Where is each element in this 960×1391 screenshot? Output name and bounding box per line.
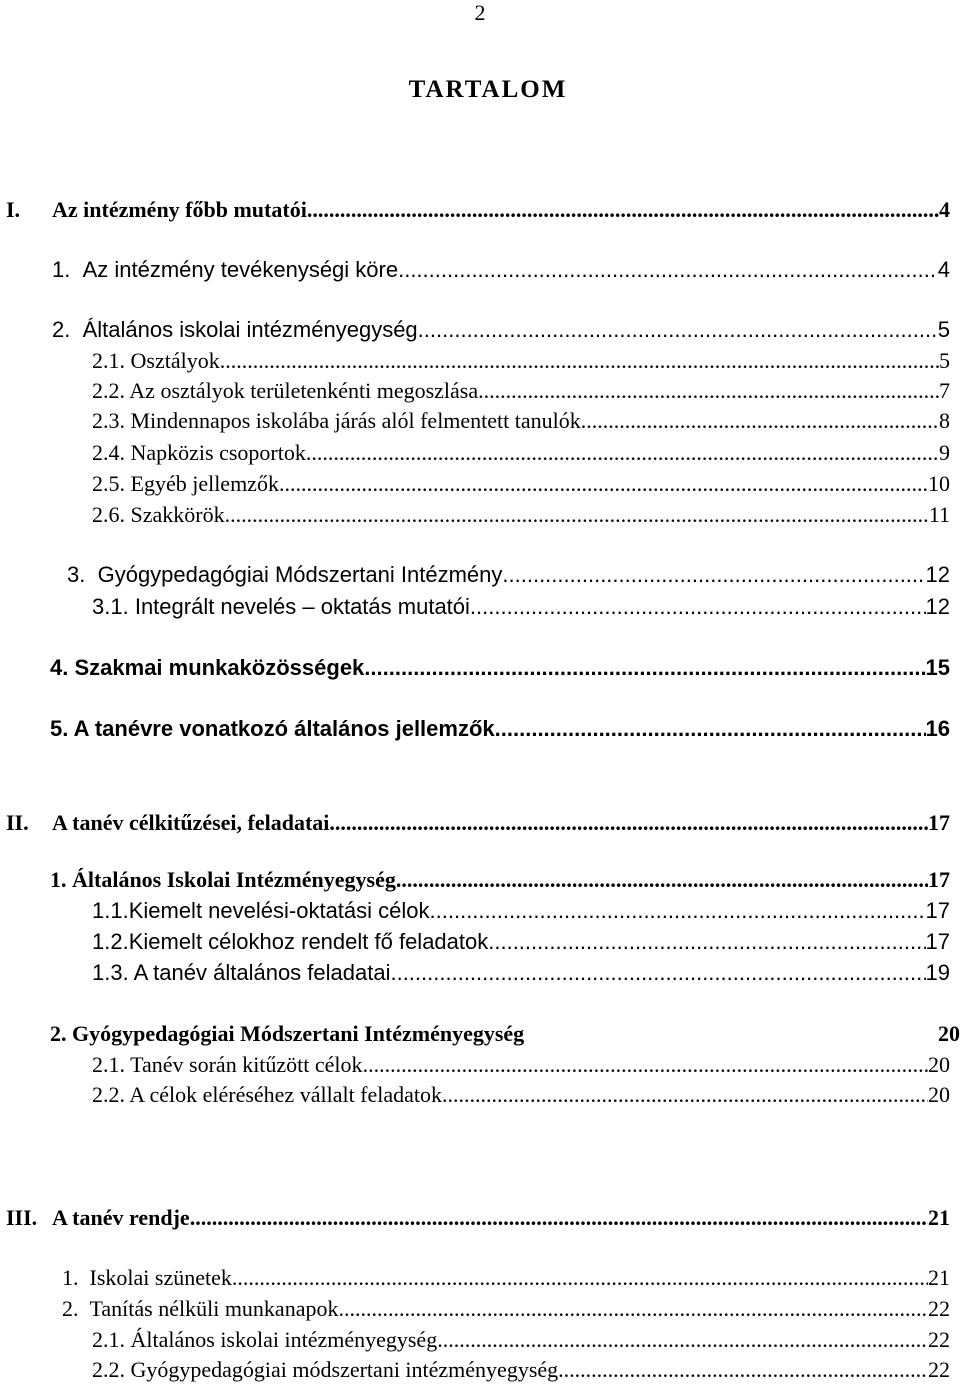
toc-text: Tanítás nélküli munkanapok	[89, 1296, 339, 1321]
toc-text: A tanév rendje	[52, 1205, 190, 1230]
toc-leader	[190, 1205, 928, 1231]
toc-entry[interactable]	[92, 960, 950, 994]
toc-page: 17	[928, 867, 950, 892]
toc-entry[interactable]	[50, 1021, 960, 1055]
toc-number: 3.	[67, 562, 86, 587]
toc-leader	[470, 594, 926, 620]
toc-number: 2.6.	[92, 502, 125, 527]
toc-page: 20	[938, 1021, 960, 1046]
toc-number: 2.2.	[92, 1357, 125, 1382]
toc-entry[interactable]	[6, 1205, 950, 1239]
toc-leader	[363, 1052, 928, 1078]
toc-entry[interactable]	[50, 655, 950, 689]
toc-text: A tanév célkitűzései, feladatai	[52, 810, 330, 835]
toc-page: 17	[925, 929, 950, 954]
toc-number: II.	[6, 810, 29, 835]
toc-page: 11	[928, 502, 950, 527]
toc-number: 2.5.	[92, 471, 125, 496]
toc-page: 17	[928, 810, 950, 835]
toc-leader	[398, 257, 938, 283]
toc-text: Kiemelt nevelési-oktatási célok	[128, 898, 430, 923]
toc-leader	[279, 471, 928, 497]
toc-number: I.	[6, 197, 21, 222]
toc-entry[interactable]	[92, 471, 950, 505]
toc-entry[interactable]	[92, 502, 950, 536]
toc-entry[interactable]	[92, 1327, 950, 1361]
toc-entry[interactable]	[92, 440, 950, 474]
toc-leader	[390, 960, 925, 986]
toc-number: 2.	[52, 317, 71, 342]
toc-number: 2.4.	[92, 440, 125, 465]
toc-leader	[225, 502, 929, 528]
toc-page: 9	[939, 440, 950, 465]
toc-number: 1.	[62, 1265, 79, 1290]
toc-number: 1.1.	[92, 898, 129, 923]
toc-page: 22	[928, 1327, 950, 1352]
toc-page: 15	[925, 655, 950, 680]
toc-page: 10	[928, 471, 950, 496]
toc-entry[interactable]	[92, 348, 950, 382]
toc-page: 19	[925, 960, 950, 985]
toc-number: 2.1.	[92, 1327, 125, 1352]
toc-leader	[232, 1265, 928, 1291]
toc-number: 4.	[50, 655, 69, 680]
toc-text: Integrált nevelés – oktatás mutatói	[134, 594, 470, 619]
toc-leader	[495, 716, 926, 742]
toc-number: 3.1.	[92, 594, 129, 619]
toc-page: 16	[925, 716, 950, 741]
toc-text: A tanév általános feladatai	[133, 960, 391, 985]
toc-leader	[306, 440, 939, 466]
toc-entry[interactable]	[67, 562, 950, 596]
toc-number: 2.2.	[92, 378, 125, 403]
toc-text: Általános iskolai intézményegység	[82, 317, 418, 342]
toc-text: Általános Iskolai Intézményegység	[72, 867, 396, 892]
toc-entry[interactable]	[6, 197, 950, 231]
toc-leader	[437, 1327, 928, 1353]
toc-leader	[442, 1082, 928, 1108]
toc-page: 5	[937, 317, 950, 342]
toc-page: 12	[925, 562, 950, 587]
toc-page: 20	[928, 1052, 950, 1077]
toc-text: Egyéb jellemzők	[130, 471, 279, 496]
toc-entry[interactable]	[92, 594, 950, 628]
toc-leader	[338, 1296, 928, 1322]
toc-entry[interactable]	[92, 898, 950, 932]
toc-leader	[329, 810, 928, 836]
page-number: 2	[474, 0, 486, 25]
toc-text: Gyógypedagógiai Módszertani Intézményegység	[72, 1021, 525, 1046]
toc-number: 1.2.	[92, 929, 129, 954]
toc-page: 7	[939, 378, 950, 403]
toc-entry[interactable]	[92, 378, 950, 412]
toc-leader	[418, 317, 938, 343]
toc-entry[interactable]	[92, 929, 950, 963]
toc-text: Az intézmény főbb mutatói	[52, 197, 307, 222]
toc-text: A célok eléréséhez vállalt feladatok	[129, 1082, 443, 1107]
toc-number: 2.1.	[92, 1052, 125, 1077]
toc-text: Gyógypedagógiai módszertani intézményegység	[130, 1357, 559, 1382]
toc-number: 2.	[62, 1296, 79, 1321]
toc-text: Szakkörök	[130, 502, 225, 527]
toc-text: Kiemelt célokhoz rendelt fő feladatok	[128, 929, 489, 954]
toc-page: 20	[928, 1082, 950, 1107]
toc-leader	[478, 378, 939, 404]
toc-entry[interactable]	[62, 1296, 950, 1330]
toc-leader	[430, 898, 926, 924]
toc-leader	[488, 929, 925, 955]
toc-text: A tanévre vonatkozó általános jellemzők	[73, 716, 495, 741]
toc-text: Tanév során kitűzött célok	[130, 1052, 363, 1077]
toc-page: 4	[939, 197, 950, 222]
toc-text: Osztályok	[130, 348, 220, 373]
toc-number: III.	[6, 1205, 38, 1230]
toc-text: Általános iskolai intézményegység	[130, 1327, 438, 1352]
toc-page: 22	[928, 1357, 950, 1382]
toc-entry[interactable]	[50, 867, 950, 901]
toc-leader	[364, 655, 925, 681]
toc-entry[interactable]	[52, 257, 950, 291]
toc-number: 2.1.	[92, 348, 125, 373]
toc-number: 2.	[50, 1021, 67, 1046]
toc-entry[interactable]	[50, 716, 950, 750]
toc-page: 22	[928, 1296, 950, 1321]
toc-entry[interactable]	[52, 317, 950, 351]
toc-number: 5.	[50, 716, 69, 741]
toc-entry[interactable]	[92, 1082, 950, 1116]
toc-page: 21	[928, 1205, 950, 1230]
toc-text: Napközis csoportok	[130, 440, 306, 465]
toc-leader	[502, 562, 925, 588]
toc-text: Gyógypedagógiai Módszertani Intézmény	[97, 562, 503, 587]
toc-page: 17	[925, 898, 950, 923]
toc-number: 1.	[52, 257, 71, 282]
toc-text: Mindennapos iskolába járás alól felmentett tanulók	[130, 408, 581, 433]
toc-entry[interactable]	[6, 810, 950, 844]
toc-leader	[307, 197, 939, 223]
toc-entry[interactable]	[92, 408, 950, 442]
toc-page: 12	[925, 594, 950, 619]
toc-number: 1.	[50, 867, 67, 892]
page-title: TARTALOM	[408, 76, 568, 103]
toc-number: 2.2.	[92, 1082, 125, 1107]
toc-leader	[396, 867, 928, 893]
toc-number: 1.3.	[92, 960, 129, 985]
toc-page: 21	[928, 1265, 950, 1290]
toc-text: Szakmai munkaközösségek	[74, 655, 365, 680]
toc-entry[interactable]	[92, 1052, 950, 1086]
toc-page: 8	[939, 408, 950, 433]
toc-page: 5	[939, 348, 950, 373]
toc-text: Az osztályok területenkénti megoszlása	[129, 378, 479, 403]
toc-text: Iskolai szünetek	[89, 1265, 232, 1290]
toc-text: Az intézmény tevékenységi köre	[82, 257, 399, 282]
toc-leader	[558, 1357, 928, 1383]
toc-leader	[581, 408, 939, 434]
toc-leader	[220, 348, 939, 374]
toc-number: 2.3.	[92, 408, 125, 433]
toc-entry[interactable]	[62, 1265, 950, 1299]
toc-page: 4	[937, 257, 950, 282]
